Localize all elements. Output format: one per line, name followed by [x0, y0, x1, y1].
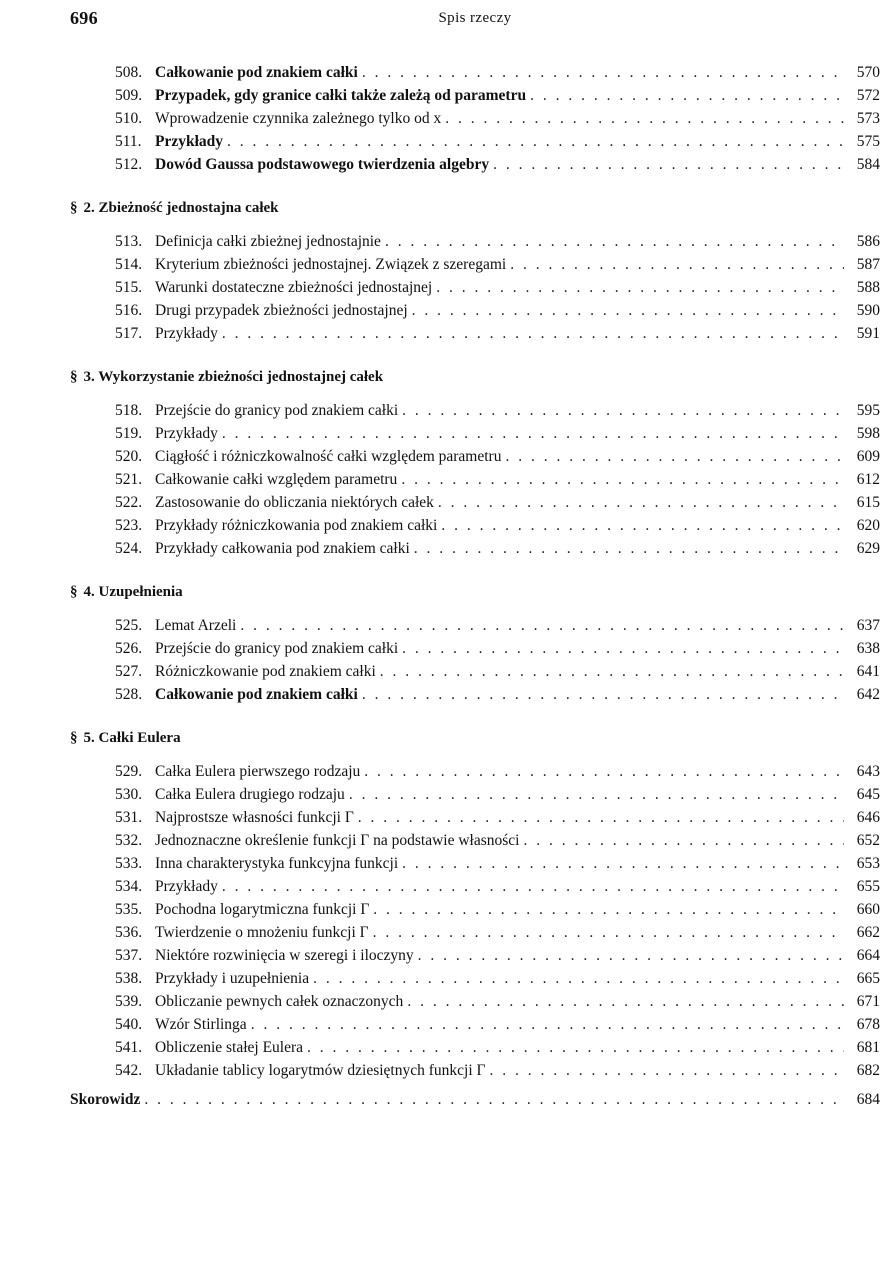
- entry-page: 595: [856, 402, 880, 419]
- index-page: 684: [856, 1091, 880, 1108]
- dot-leader: [373, 898, 844, 921]
- entry-page: 682: [856, 1062, 880, 1079]
- entry-number: 542.: [115, 1062, 143, 1079]
- page-header: [70, 8, 880, 32]
- toc-entry[interactable]: [70, 84, 880, 107]
- entry-title: Przejście do granicy pod znakiem całki: [155, 402, 399, 419]
- entry-title: Twierdzenie o mnożeniu funkcji Γ: [155, 924, 369, 941]
- entry-page: 660: [856, 901, 880, 918]
- toc-entry[interactable]: [70, 276, 880, 299]
- toc-entry[interactable]: [70, 806, 880, 829]
- entry-title: Przykłady całkowania pod znakiem całki: [155, 540, 410, 557]
- toc-entry[interactable]: [70, 537, 880, 560]
- entry-number: 518.: [115, 402, 143, 419]
- dot-leader: [530, 84, 844, 107]
- entry-number: 517.: [115, 325, 143, 342]
- dot-leader: [222, 322, 844, 345]
- section-symbol: §: [70, 730, 78, 746]
- section-title: Uzupełnienia: [98, 584, 183, 600]
- entry-page: 590: [856, 302, 880, 319]
- entry-title: Obliczenie stałej Eulera: [155, 1039, 304, 1056]
- entry-title: Przykłady: [155, 878, 218, 895]
- entry-number: 538.: [115, 970, 143, 987]
- toc-entry[interactable]: [70, 875, 880, 898]
- entry-title: Przejście do granicy pod znakiem całki: [155, 640, 399, 657]
- entry-number: 539.: [115, 993, 143, 1010]
- entry-number: 525.: [115, 617, 143, 634]
- entry-page: 655: [856, 878, 880, 895]
- entry-title: Drugi przypadek zbieżności jednostajnej: [155, 302, 408, 319]
- toc-entry[interactable]: [70, 153, 880, 176]
- entry-page: 615: [856, 494, 880, 511]
- entry-number: 520.: [115, 448, 143, 465]
- entry-page: 671: [856, 993, 880, 1010]
- entry-title: Ciągłość i różniczkowalność całki względem parametru: [155, 448, 502, 465]
- entry-number: 524.: [115, 540, 143, 557]
- entry-title: Przykłady różniczkowania pod znakiem całki: [155, 517, 438, 534]
- entry-number: 522.: [115, 494, 143, 511]
- section-heading: [70, 196, 880, 220]
- entry-page: 642: [856, 686, 880, 703]
- entry-number: 514.: [115, 256, 143, 273]
- entry-page: 584: [856, 156, 880, 173]
- entry-number: 521.: [115, 471, 143, 488]
- entry-title: Całka Eulera pierwszego rodzaju: [155, 763, 361, 780]
- dot-leader: [380, 660, 844, 683]
- entry-number: 529.: [115, 763, 143, 780]
- dot-leader: [402, 852, 844, 875]
- entry-number: 530.: [115, 786, 143, 803]
- toc-entry[interactable]: [70, 614, 880, 637]
- toc-entry[interactable]: [70, 898, 880, 921]
- toc-entry[interactable]: [70, 445, 880, 468]
- entry-page: 586: [856, 233, 880, 250]
- dot-leader: [402, 399, 844, 422]
- page-number: 696: [70, 8, 98, 28]
- dot-leader: [307, 1036, 844, 1059]
- section-title: Zbieżność jednostajna całek: [98, 200, 279, 216]
- entry-number: 533.: [115, 855, 143, 872]
- dot-leader: [362, 61, 844, 84]
- entry-page: 662: [856, 924, 880, 941]
- entry-title: Lemat Arzeli: [155, 617, 237, 634]
- entry-title: Całkowanie pod znakiem całki: [155, 64, 358, 81]
- section-number: 3.: [83, 369, 95, 385]
- entry-page: 588: [856, 279, 880, 296]
- entry-title: Definicja całki zbieżnej jednostajnie: [155, 233, 381, 250]
- entry-number: 523.: [115, 517, 143, 534]
- entry-page: 591: [856, 325, 880, 342]
- entry-title: Całkowanie całki względem parametru: [155, 471, 398, 488]
- dot-leader: [493, 153, 844, 176]
- entry-title: Inna charakterystyka funkcyjna funkcji: [155, 855, 399, 872]
- entry-page: 572: [856, 87, 880, 104]
- toc-entry[interactable]: [70, 660, 880, 683]
- toc-entry[interactable]: [70, 322, 880, 345]
- entry-number: 541.: [115, 1039, 143, 1056]
- toc-entry[interactable]: [70, 230, 880, 253]
- section-heading: [70, 726, 880, 750]
- entry-number: 508.: [115, 64, 143, 81]
- entry-title: Przykłady i uzupełnienia: [155, 970, 310, 987]
- toc-entry[interactable]: [70, 299, 880, 322]
- toc-entry[interactable]: [70, 783, 880, 806]
- toc-entry[interactable]: [70, 967, 880, 990]
- dot-leader: [385, 230, 844, 253]
- dot-leader: [362, 683, 844, 706]
- entry-title: Jednoznaczne określenie funkcji Γ na podstawie własności: [155, 832, 520, 849]
- toc-entry[interactable]: [70, 1036, 880, 1059]
- entry-title: Niektóre rozwinięcia w szeregi i iloczyny: [155, 947, 414, 964]
- section-number: 2.: [83, 200, 95, 216]
- entry-number: 516.: [115, 302, 143, 319]
- entry-page: 612: [856, 471, 880, 488]
- toc-entry[interactable]: [70, 760, 880, 783]
- entry-title: Dowód Gaussa podstawowego twierdzenia algebry: [155, 156, 490, 173]
- section-heading: [70, 365, 880, 389]
- dot-leader: [358, 806, 844, 829]
- section-symbol: §: [70, 200, 78, 216]
- entry-number: 534.: [115, 878, 143, 895]
- dot-leader: [436, 276, 844, 299]
- toc-entry[interactable]: [70, 514, 880, 537]
- dot-leader: [251, 1013, 844, 1036]
- dot-leader: [523, 829, 844, 852]
- entry-title: Obliczanie pewnych całek oznaczonych: [155, 993, 404, 1010]
- entry-number: 536.: [115, 924, 143, 941]
- entry-title: Całka Eulera drugiego rodzaju: [155, 786, 345, 803]
- entry-number: 512.: [115, 156, 143, 173]
- entry-title: Różniczkowanie pod znakiem całki: [155, 663, 376, 680]
- dot-leader: [373, 921, 844, 944]
- entry-title: Całkowanie pod znakiem całki: [155, 686, 358, 703]
- toc-entry[interactable]: [70, 422, 880, 445]
- entry-number: 511.: [115, 133, 142, 150]
- entry-number: 532.: [115, 832, 143, 849]
- entry-page: 587: [856, 256, 880, 273]
- entry-page: 620: [856, 517, 880, 534]
- dot-leader: [445, 107, 844, 130]
- table-of-contents: [70, 61, 880, 1111]
- entry-title: Pochodna logarytmiczna funkcji Γ: [155, 901, 370, 918]
- dot-leader: [510, 253, 844, 276]
- dot-leader: [490, 1059, 845, 1082]
- toc-entry[interactable]: [70, 944, 880, 967]
- entry-page: 665: [856, 970, 880, 987]
- entry-page: 645: [856, 786, 880, 803]
- dot-leader: [438, 491, 844, 514]
- entry-number: 526.: [115, 640, 143, 657]
- entry-title: Przypadek, gdy granice całki także zależą od parametru: [155, 87, 527, 104]
- toc-entry[interactable]: [70, 107, 880, 130]
- entry-page: 637: [856, 617, 880, 634]
- entry-page: 609: [856, 448, 880, 465]
- entry-title: Przykłady: [155, 133, 224, 150]
- toc-entry[interactable]: [70, 990, 880, 1013]
- entry-page: 653: [856, 855, 880, 872]
- entry-title: Wprowadzenie czynnika zależnego tylko od x: [155, 110, 442, 127]
- entry-page: 646: [856, 809, 880, 826]
- section-symbol: §: [70, 584, 78, 600]
- section-number: 4.: [83, 584, 95, 600]
- entry-title: Przykłady: [155, 325, 218, 342]
- dot-leader: [412, 299, 844, 322]
- entry-number: 509.: [115, 87, 143, 104]
- dot-leader: [402, 637, 844, 660]
- toc-entry[interactable]: [70, 468, 880, 491]
- entry-title: Najprostsze własności funkcji Γ: [155, 809, 354, 826]
- entry-title: Warunki dostateczne zbieżności jednostajnej: [155, 279, 433, 296]
- dot-leader: [418, 944, 844, 967]
- dot-leader: [401, 468, 844, 491]
- toc-entry-index[interactable]: [70, 1088, 880, 1111]
- entry-number: 537.: [115, 947, 143, 964]
- entry-page: 643: [856, 763, 880, 780]
- entry-page: 664: [856, 947, 880, 964]
- dot-leader: [505, 445, 844, 468]
- entry-page: 641: [856, 663, 880, 680]
- dot-leader: [313, 967, 844, 990]
- dot-leader: [364, 760, 844, 783]
- toc-entry[interactable]: [70, 1059, 880, 1082]
- section-number: 5.: [83, 730, 95, 746]
- entry-number: 510.: [115, 110, 143, 127]
- dot-leader: [240, 614, 844, 637]
- entry-page: 638: [856, 640, 880, 657]
- toc-entry[interactable]: [70, 637, 880, 660]
- entry-title: Wzór Stirlinga: [155, 1016, 247, 1033]
- dot-leader: [222, 422, 844, 445]
- entry-number: 540.: [115, 1016, 143, 1033]
- index-title: Skorowidz: [70, 1091, 141, 1108]
- entry-page: 598: [856, 425, 880, 442]
- entry-title: Kryterium zbieżności jednostajnej. Związek z szeregami: [155, 256, 507, 273]
- toc-entry[interactable]: [70, 61, 880, 84]
- section-title: Całki Eulera: [98, 730, 181, 746]
- entry-page: 573: [856, 110, 880, 127]
- entry-page: 652: [856, 832, 880, 849]
- entry-number: 513.: [115, 233, 143, 250]
- dot-leader: [407, 990, 844, 1013]
- dot-leader: [222, 875, 844, 898]
- toc-entry[interactable]: [70, 921, 880, 944]
- section-symbol: §: [70, 369, 78, 385]
- toc-entry[interactable]: [70, 253, 880, 276]
- entry-title: Układanie tablicy logarytmów dziesiętnych funkcji Γ: [155, 1062, 486, 1079]
- toc-entry[interactable]: [70, 683, 880, 706]
- entry-page: 629: [856, 540, 880, 557]
- entry-title: Zastosowanie do obliczania niektórych całek: [155, 494, 434, 511]
- dot-leader: [349, 783, 844, 806]
- dot-leader: [144, 1088, 844, 1111]
- toc-entry[interactable]: [70, 829, 880, 852]
- toc-entry[interactable]: [70, 1013, 880, 1036]
- entry-number: 515.: [115, 279, 143, 296]
- entry-number: 535.: [115, 901, 143, 918]
- section-title: Wykorzystanie zbieżności jednostajnej całek: [98, 369, 384, 385]
- entry-page: 575: [856, 133, 880, 150]
- running-title: Spis rzeczy: [438, 10, 512, 26]
- dot-leader: [227, 130, 844, 153]
- dot-leader: [414, 537, 844, 560]
- toc-entry[interactable]: [70, 130, 880, 153]
- entry-number: 527.: [115, 663, 143, 680]
- entry-number: 531.: [115, 809, 143, 826]
- entry-page: 681: [856, 1039, 880, 1056]
- entry-page: 570: [856, 64, 880, 81]
- entry-number: 519.: [115, 425, 143, 442]
- dot-leader: [441, 514, 844, 537]
- section-heading: [70, 580, 880, 604]
- toc-entry[interactable]: [70, 491, 880, 514]
- entry-number: 528.: [115, 686, 143, 703]
- toc-entry[interactable]: [70, 852, 880, 875]
- entry-title: Przykłady: [155, 425, 218, 442]
- entry-page: 678: [856, 1016, 880, 1033]
- toc-entry[interactable]: [70, 399, 880, 422]
